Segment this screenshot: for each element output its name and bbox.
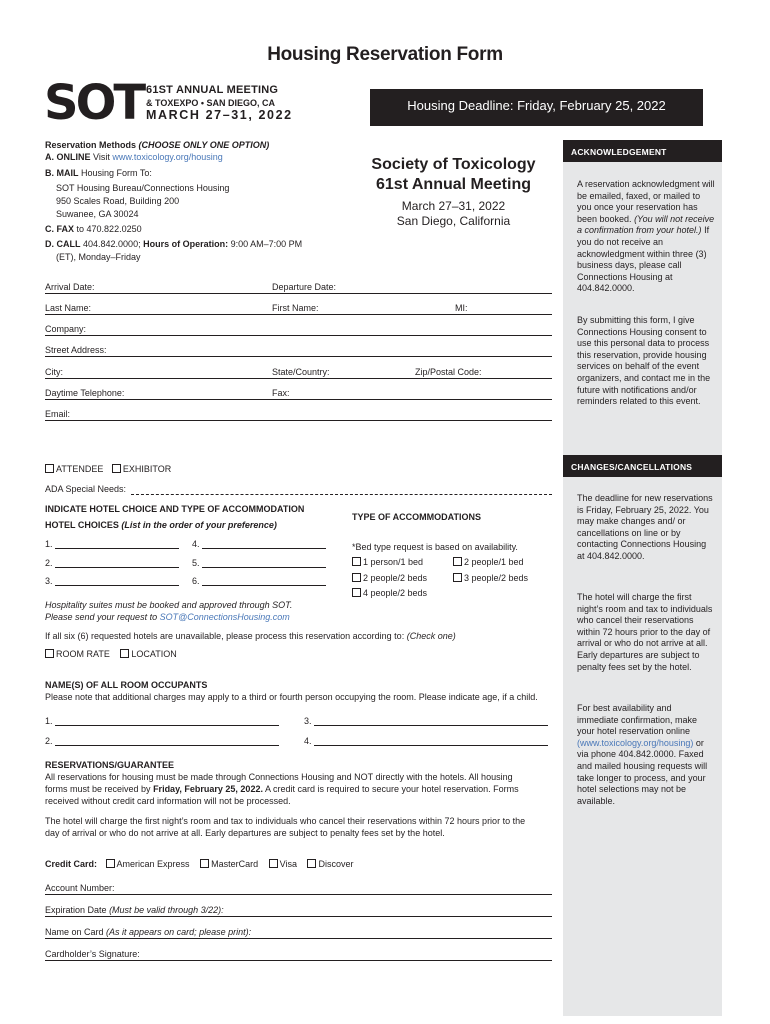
meeting-name-1: Society of Toxicology: [371, 156, 536, 173]
visa-label: Visa: [279, 859, 297, 869]
method-b-label: B. MAIL: [45, 168, 79, 178]
changes-text-2: The hotel will charge the first night’s room and tax to individuals who cancel their reservations within 72 hours prior to the day of arrival or who do not arrive at all. Early departures are subject to penalty fees set by the hotel.: [577, 592, 713, 672]
hotel-choice-6-line[interactable]: [202, 585, 326, 586]
methods-heading-note: (CHOOSE ONLY ONE OPTION): [138, 140, 270, 150]
method-online: [45, 152, 223, 162]
hotel-choice-1-line[interactable]: [55, 548, 179, 549]
hotel-choice-6: [192, 576, 326, 586]
meeting-name-2: 61st Annual Meeting: [376, 176, 531, 193]
unavailable-note-italic: (Check one): [406, 631, 456, 641]
occupant-4: [304, 736, 548, 746]
occupant-2-num: 2.: [45, 736, 53, 746]
amex-checkbox[interactable]: [106, 859, 115, 868]
consent-text: By submitting this form, I give Connections Housing consent to use this personal data to process this reservation, provide housing services on behalf of the event organizers, and contact me in the future with notifications and/or reminders related to this event.: [577, 315, 711, 407]
occupant-4-num: 4.: [304, 736, 312, 746]
acc-option-4: [453, 573, 528, 583]
first-name-label: First Name:: [272, 303, 319, 313]
mail-address-2: 950 Scales Road, Building 200: [56, 196, 180, 206]
ada-label: ADA Special Needs:: [45, 484, 127, 494]
hotel-choice-3-line[interactable]: [55, 585, 179, 586]
accommodation-heading: TYPE OF ACCOMMODATIONS: [352, 512, 481, 522]
acknowledgement-heading: ACKNOWLEDGEMENT: [563, 140, 722, 162]
discover-label: Discover: [318, 859, 354, 869]
exhibitor-checkbox[interactable]: [112, 464, 121, 473]
acc-option-4-label: 3 people/2 beds: [464, 573, 529, 583]
method-d-label: D. CALL: [45, 239, 81, 249]
mail-address-1: SOT Housing Bureau/Connections Housing: [56, 183, 230, 193]
email-line[interactable]: [45, 420, 552, 421]
logo-line-2: & TOXEXPO • SAN DIEGO, CA: [146, 98, 276, 108]
acc-option-1: [352, 557, 423, 567]
hotel-choice-3: [45, 576, 179, 586]
sot-logo-mark: SOT: [44, 75, 144, 131]
occupant-1: [45, 716, 279, 726]
housing-deadline-banner: Housing Deadline: Friday, February 25, 2022: [370, 89, 703, 126]
hotel-choice-4-line[interactable]: [202, 548, 326, 549]
hotel-choice-5-line[interactable]: [202, 567, 326, 568]
name-on-card-line[interactable]: [45, 938, 552, 939]
mail-address-3: Suwanee, GA 30024: [56, 209, 139, 219]
acc-option-2: [453, 557, 524, 567]
hotel-choice-6-num: 6.: [192, 576, 200, 586]
name-on-card-label: [45, 927, 251, 937]
acc-option-2-checkbox[interactable]: [453, 557, 462, 566]
acc-option-5: [352, 588, 427, 598]
occupant-3-num: 3.: [304, 716, 312, 726]
guarantee-text-2b: A credit card is required to secure your hotel reservation. Forms: [264, 784, 519, 794]
name-on-card-text: Name on Card: [45, 927, 104, 937]
street-label: Street Address:: [45, 345, 107, 355]
acc-option-3-label: 2 people/2 beds: [363, 573, 428, 583]
hotel-choice-5: [192, 558, 326, 568]
hotel-choice-1-num: 1.: [45, 539, 53, 549]
hotel-choice-2-line[interactable]: [55, 567, 179, 568]
acc-option-5-label: 4 people/2 beds: [363, 588, 428, 598]
room-rate-checkbox[interactable]: [45, 649, 54, 658]
method-call-days: (ET), Monday–Friday: [56, 252, 141, 262]
occupant-3-line[interactable]: [314, 725, 548, 726]
exhibitor-label: EXHIBITOR: [122, 464, 172, 474]
hotel-choices-note: (List in the order of your preference): [121, 520, 277, 530]
acc-option-1-label: 1 person/1 bed: [363, 557, 424, 567]
suites-email-link[interactable]: SOT@ConnectionsHousing.com: [159, 612, 290, 622]
method-c-label: C. FAX: [45, 224, 75, 234]
method-mail: [45, 168, 152, 178]
expiration-label: [45, 905, 224, 915]
method-fax: [45, 224, 142, 234]
occupants-note: Please note that additional charges may apply to a third or fourth person occupying the room. Please indicate age, if a child.: [45, 692, 538, 702]
cancel-policy-1: The hotel will charge the first night’s room and tax to individuals who cancel their reservations within 72 hours prior to the: [45, 816, 526, 826]
hotel-choice-2-num: 2.: [45, 558, 53, 568]
method-b-text: Housing Form To:: [81, 168, 152, 178]
account-number-line[interactable]: [45, 894, 552, 895]
acknowledgement-text: [577, 179, 715, 295]
suites-note-2: [45, 612, 290, 622]
discover-checkbox[interactable]: [307, 859, 316, 868]
logo-line-1: 61ST ANNUAL MEETING: [146, 84, 279, 96]
occupant-2: [45, 736, 279, 746]
hotel-heading: INDICATE HOTEL CHOICE AND TYPE OF ACCOMMODATION: [45, 504, 305, 514]
name-on-card-note: (As it appears on card; please print):: [106, 927, 252, 937]
guarantee-text-2a: forms must be received by: [45, 784, 151, 794]
arrival-line[interactable]: [45, 293, 552, 294]
changes-text-1: The deadline for new reservations is Friday, February 25, 2022. You may make changes and/ or cancellations on line or by contacting Connections Housing at 404.842.0000.: [577, 493, 713, 561]
name-line[interactable]: [45, 314, 552, 315]
state-label: State/Country:: [272, 367, 330, 377]
mi-label: MI:: [455, 303, 468, 313]
expiration-text: Expiration Date: [45, 905, 107, 915]
method-d-hours: 9:00 AM–7:00 PM: [230, 239, 303, 249]
ack-text-1: A reservation acknowledgment will be emailed, faxed, or mailed to you once your reservation has been booked.: [577, 179, 715, 224]
city-line[interactable]: [45, 378, 552, 379]
method-a-text: Visit: [93, 152, 110, 162]
occupant-1-line[interactable]: [55, 725, 279, 726]
housing-link[interactable]: www.toxicology.org/housing: [112, 152, 223, 162]
methods-heading-text: Reservation Methods: [45, 140, 137, 150]
guarantee-text-3: received without credit card information will not be processed.: [45, 796, 291, 806]
account-number-label: Account Number:: [45, 883, 115, 893]
hotel-choice-2: [45, 558, 179, 568]
email-label: Email:: [45, 409, 71, 419]
arrival-date-label: Arrival Date:: [45, 282, 95, 292]
changes-heading: CHANGES/CANCELLATIONS: [563, 455, 722, 477]
guarantee-text-1: All reservations for housing must be made through Connections Housing and NOT directly with the hotels. All housing: [45, 772, 513, 782]
zip-label: Zip/Postal Code:: [415, 367, 482, 377]
cancel-policy-2: day of arrival or who do not arrive at all. Early departures are subject to penalty fees set by the hotel.: [45, 828, 445, 838]
phone-label: Daytime Telephone:: [45, 388, 125, 398]
ack-text-2: If you do not receive an acknowledgment within three (3) business days, please call Connections Housing at 404.842.0000.: [577, 225, 710, 294]
city-label: City:: [45, 367, 63, 377]
method-a-label: A. ONLINE: [45, 152, 91, 162]
method-d-hours-label: Hours of Operation:: [143, 239, 229, 249]
hotel-choices-label: HOTEL CHOICES: [45, 520, 119, 530]
hotel-choice-3-num: 3.: [45, 576, 53, 586]
phone-line[interactable]: [45, 399, 552, 400]
unavailable-note: [45, 631, 456, 641]
hotel-choice-5-num: 5.: [192, 558, 200, 568]
guarantee-text-2: [45, 784, 519, 794]
meeting-dates: March 27–31, 2022: [401, 199, 506, 213]
acc-option-4-checkbox[interactable]: [453, 573, 462, 582]
street-line[interactable]: [45, 356, 552, 357]
unavailable-text: If all six (6) requested hotels are unavailable, please process this reservation according to:: [45, 631, 405, 641]
acc-option-1-checkbox[interactable]: [352, 557, 361, 566]
methods-heading: [45, 140, 269, 150]
acc-option-3-checkbox[interactable]: [352, 573, 361, 582]
credit-card-row: [45, 859, 354, 869]
occupant-2-line[interactable]: [55, 745, 279, 746]
signature-line[interactable]: [45, 960, 552, 961]
changes-text-3a: For best availability and immediate confirmation, make your hotel reservation online: [577, 703, 698, 737]
attendee-label: ATTENDEE: [56, 464, 104, 474]
company-line[interactable]: [45, 335, 552, 336]
method-d-text: 404.842.0000;: [83, 239, 141, 249]
page-title: Housing Reservation Form: [267, 44, 503, 65]
visa-checkbox[interactable]: [269, 859, 278, 868]
signature-label: Cardholder’s Signature:: [45, 949, 140, 959]
occupant-1-num: 1.: [45, 716, 53, 726]
guarantee-deadline: Friday, February 25, 2022.: [153, 784, 263, 794]
suites-note-1: Hospitality suites must be booked and approved through SOT.: [45, 600, 293, 610]
occupants-heading: NAME(S) OF ALL ROOM OCCUPANTS: [45, 680, 208, 690]
mastercard-label: MasterCard: [211, 859, 259, 869]
departure-date-label: Departure Date:: [272, 282, 337, 292]
method-call: [45, 239, 302, 249]
room-rate-label: ROOM RATE: [56, 649, 110, 659]
expiration-line[interactable]: [45, 916, 552, 917]
amex-label: American Express: [116, 859, 190, 869]
hotel-choice-4: [192, 539, 326, 549]
bed-type-note: *Bed type request is based on availability.: [352, 542, 518, 552]
mastercard-checkbox[interactable]: [200, 859, 209, 868]
credit-card-label: Credit Card:: [45, 859, 98, 869]
last-name-label: Last Name:: [45, 303, 92, 313]
meeting-place: San Diego, California: [396, 214, 511, 228]
hotel-choices-heading: [45, 520, 277, 530]
meeting-info: [371, 155, 536, 229]
hotel-choice-1: [45, 539, 179, 549]
method-c-text: to 470.822.0250: [76, 224, 142, 234]
housing-link-sidebar[interactable]: (www.toxicology.org/housing): [577, 737, 694, 748]
acc-option-5-checkbox[interactable]: [352, 588, 361, 597]
changes-text-3: [577, 703, 715, 807]
fallback-options: [45, 649, 177, 659]
acc-option-2-label: 2 people/1 bed: [464, 557, 524, 567]
ada-line[interactable]: [131, 494, 552, 495]
occupant-3: [304, 716, 548, 726]
attendee-row: [45, 464, 171, 474]
hotel-choice-4-num: 4.: [192, 539, 200, 549]
suites-note-2-text: Please send your request to: [45, 612, 158, 622]
guarantee-heading: RESERVATIONS/GUARANTEE: [45, 760, 175, 770]
company-label: Company:: [45, 324, 87, 334]
acc-option-3: [352, 573, 427, 583]
changes-text-3b: or via phone 404.842.0000. Faxed and mailed housing requests will take longer to process, and your hotel selections may not be available.: [577, 737, 708, 806]
location-checkbox[interactable]: [120, 649, 129, 658]
ack-text-italic: (You will not receive a confirmation from your hotel.): [577, 213, 715, 236]
expiration-note: (Must be valid through 3/22):: [109, 905, 224, 915]
logo-line-3: MARCH 27–31, 2022: [146, 108, 293, 122]
fax-label: Fax:: [272, 388, 290, 398]
occupant-4-line[interactable]: [314, 745, 548, 746]
location-label: LOCATION: [131, 649, 177, 659]
attendee-checkbox[interactable]: [45, 464, 54, 473]
